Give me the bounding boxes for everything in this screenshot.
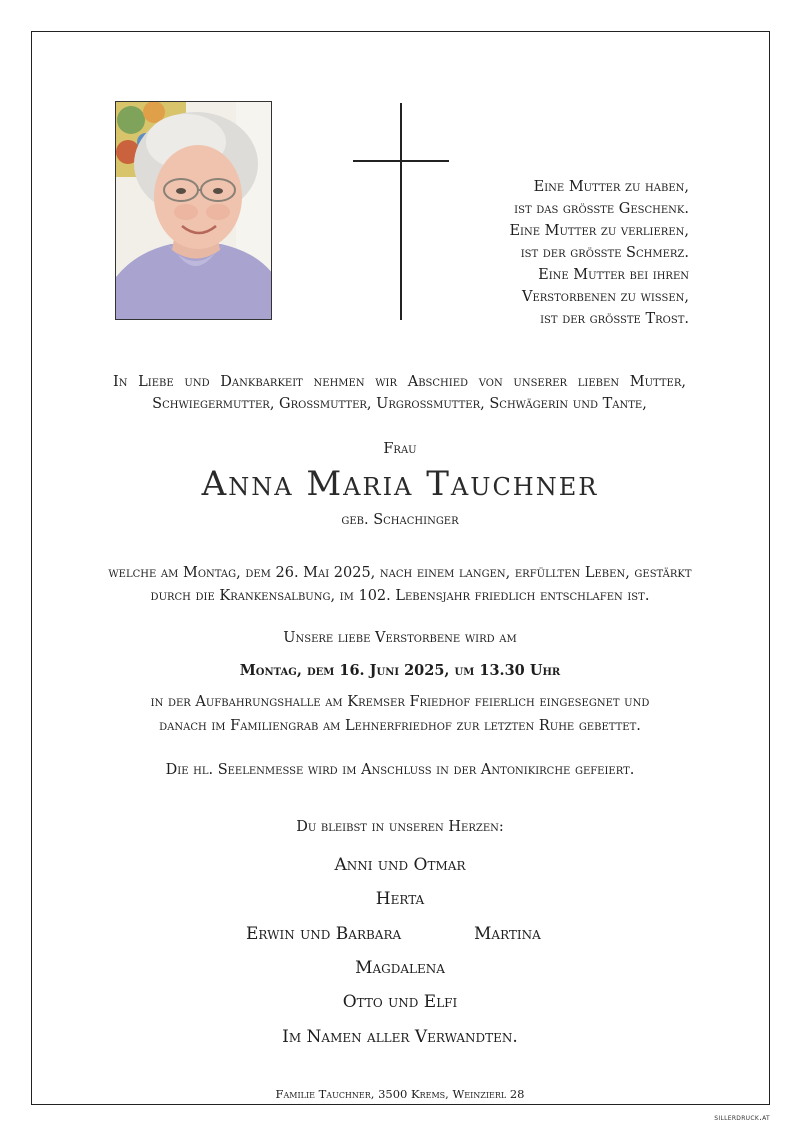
funeral-place-line: in der Aufbahrungshalle am Kremser Friedhof feierlich eingesegnet und bbox=[150, 694, 650, 710]
mourner-line: Magdalena bbox=[355, 958, 445, 978]
intro-line: Schwiegermutter, Grossmutter, Urgrossmutter, Schwägerin und Tante, bbox=[152, 396, 647, 412]
poem-line: Eine Mutter bei ihren bbox=[538, 267, 689, 283]
mourner-line: Martina bbox=[474, 924, 541, 944]
funeral-place-line: danach im Familiengrab am Lehnerfriedhof zur letzten Ruhe gebettet. bbox=[159, 718, 641, 734]
death-notice-line: durch die Krankensalbung, im 102. Lebensjahr friedlich entschlafen ist. bbox=[150, 588, 650, 604]
mourner-line: Erwin und Barbara bbox=[246, 924, 402, 944]
deceased-name: Anna Maria Tauchner bbox=[201, 464, 599, 504]
printer-credit: sillerdruck.at bbox=[714, 1113, 770, 1123]
poem bbox=[389, 176, 689, 330]
mourner-line: Im Namen aller Verwandten. bbox=[282, 1027, 518, 1047]
portrait-photo bbox=[115, 101, 272, 320]
funeral-intro: Unsere liebe Verstorbene wird am bbox=[283, 630, 517, 646]
birth-name: geb. Schachinger bbox=[341, 512, 459, 528]
poem-line: Eine Mutter zu verlieren, bbox=[509, 223, 689, 239]
death-notice-line: welche am Montag, dem 26. Mai 2025, nach einem langen, erfüllten Leben, gestärkt bbox=[108, 565, 692, 581]
intro-text bbox=[113, 371, 686, 415]
cross-horizontal-bar bbox=[353, 160, 449, 162]
salutation: Frau bbox=[383, 441, 417, 457]
mourner-line: Otto und Elfi bbox=[342, 992, 458, 1012]
family-address: Familie Tauchner, 3500 Krems, Weinzierl 28 bbox=[275, 1087, 525, 1101]
requiem-mass: Die hl. Seelenmesse wird im Anschluss in der Antonikirche gefeiert. bbox=[165, 762, 635, 778]
poem-line: Eine Mutter zu haben, bbox=[533, 179, 689, 195]
poem-line: ist der grösste Schmerz. bbox=[520, 245, 689, 261]
mourner-line: Anni und Otmar bbox=[334, 855, 466, 875]
funeral-date: Montag, dem 16. Juni 2025, um 13.30 Uhr bbox=[239, 662, 561, 679]
intro-line: In Liebe und Dankbarkeit nehmen wir Abschied von unserer lieben Mutter, bbox=[113, 374, 686, 390]
poem-line: ist der grösste Trost. bbox=[540, 311, 689, 327]
poem-line: ist das grösste Geschenk. bbox=[514, 201, 689, 217]
remain-heading: Du bleibst in unseren Herzen: bbox=[296, 819, 504, 835]
poem-line: Verstorbenen zu wissen, bbox=[521, 289, 689, 305]
mourner-line: Herta bbox=[375, 889, 425, 909]
